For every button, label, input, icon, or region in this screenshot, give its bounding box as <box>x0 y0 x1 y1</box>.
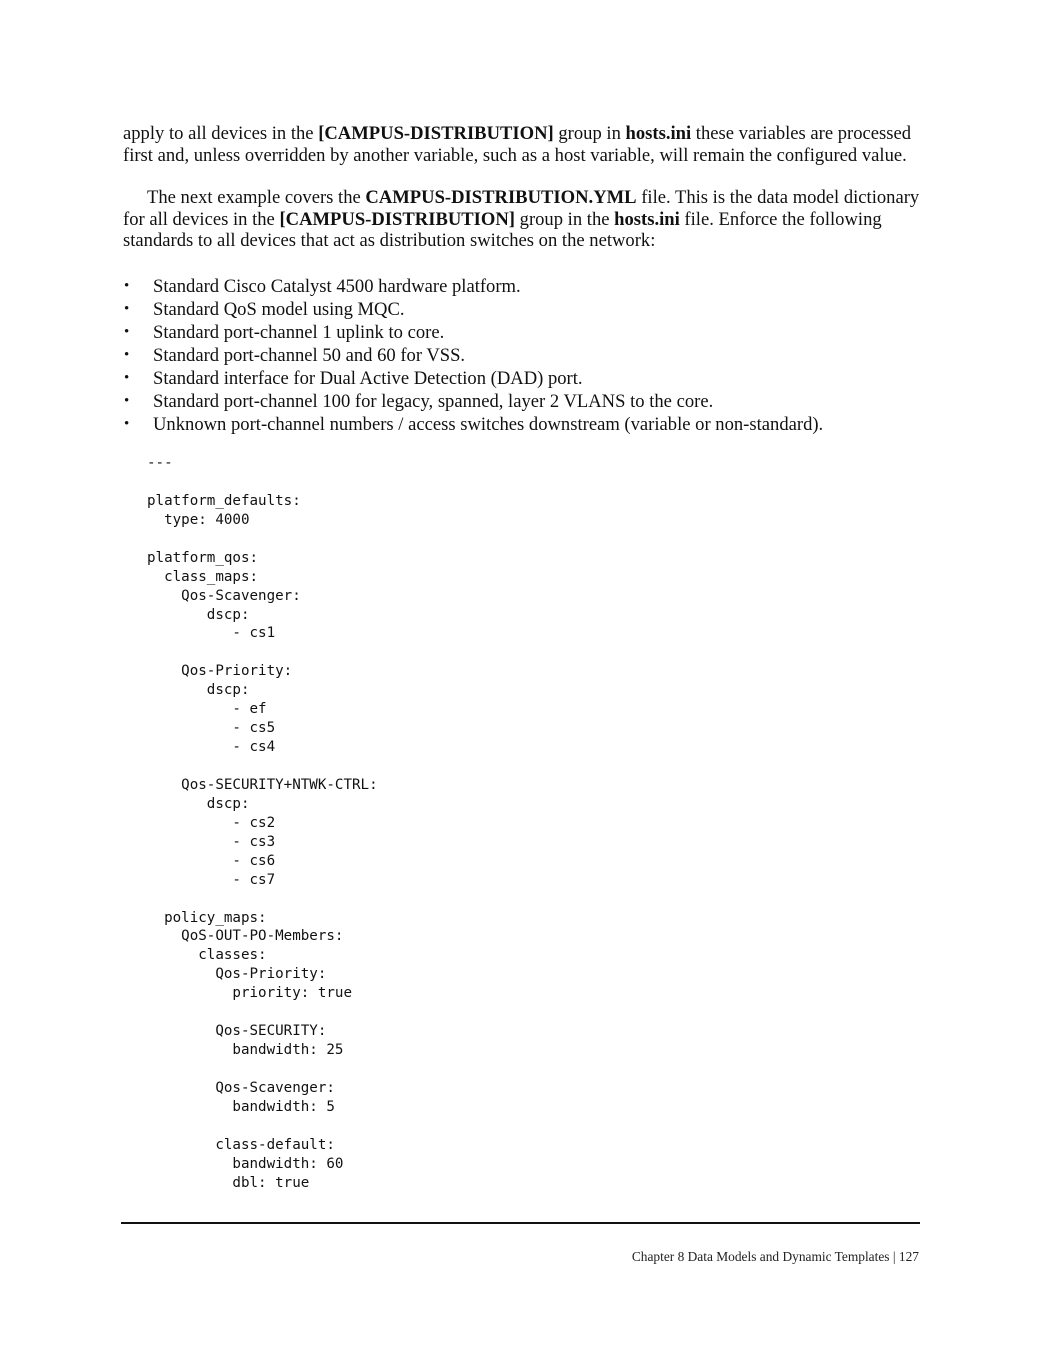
code-line: - cs6 <box>147 852 276 869</box>
code-line: - cs3 <box>147 833 276 850</box>
code-line <box>147 890 378 909</box>
code-line <box>147 473 378 492</box>
code-line: platform_defaults: <box>147 492 301 509</box>
code-line: - cs4 <box>147 739 276 756</box>
code-line <box>147 1117 378 1136</box>
footer-separator: | <box>892 1249 896 1264</box>
bullet-text: Standard port-channel 100 for legacy, spanned, layer 2 VLANS to the core. <box>153 391 714 412</box>
paragraph-intro <box>123 123 923 166</box>
paragraph-text: file. This is the data model dictionary for all devices in the <box>123 187 920 230</box>
code-line <box>147 1003 378 1022</box>
bullet-text: Standard port-channel 50 and 60 for VSS. <box>153 345 466 366</box>
code-line: dscp: <box>147 795 250 812</box>
bold-term: CAMPUS-DISTRIBUTION.YML <box>365 187 637 208</box>
code-line: - cs2 <box>147 814 276 831</box>
code-line: Qos-Priority: <box>147 663 293 680</box>
code-line <box>147 643 378 662</box>
footer-divider <box>121 1222 920 1224</box>
bullet-text: Standard QoS model using MQC. <box>153 299 405 320</box>
code-line: --- <box>147 455 173 471</box>
code-line: policy_maps: <box>147 909 267 926</box>
code-line <box>147 1060 378 1079</box>
code-line: Qos-SECURITY: <box>147 1023 327 1040</box>
bullet-dot-icon: • <box>124 393 130 409</box>
paragraph-text: The next example covers the <box>147 187 366 208</box>
code-line: classes: <box>147 947 267 964</box>
bullet-dot-icon: • <box>124 370 130 386</box>
code-line: - ef <box>147 701 267 718</box>
code-line: priority: true <box>147 985 352 1002</box>
code-line: platform_qos: <box>147 549 259 566</box>
code-line: Qos-Scavenger: <box>147 587 301 604</box>
code-line: Qos-Scavenger: <box>147 1079 335 1096</box>
code-line: Qos-SECURITY+NTWK-CTRL: <box>147 776 378 793</box>
bullet-item <box>123 298 923 321</box>
bullet-text: Standard port-channel 1 uplink to core. <box>153 322 445 343</box>
page-footer <box>632 1249 919 1265</box>
code-line: dscp: <box>147 682 250 699</box>
bullet-item <box>123 344 923 367</box>
code-line <box>147 530 378 549</box>
bold-term: [CAMPUS-DISTRIBUTION] <box>279 208 515 230</box>
yaml-code-block <box>147 454 378 1193</box>
footer-page-number: 127 <box>898 1249 919 1264</box>
code-line: type: 4000 <box>147 511 250 528</box>
code-line: class_maps: <box>147 568 259 585</box>
paragraph-text: these variables are processed first and, unless overridden by another variable, such as a host variable, will remain the configured value. <box>123 123 912 166</box>
code-line: - cs7 <box>147 871 276 888</box>
standards-bullet-list <box>123 275 923 436</box>
bullet-dot-icon: • <box>124 301 130 317</box>
paragraph-campus-distribution <box>123 187 923 252</box>
code-line: dbl: true <box>147 1174 310 1191</box>
bullet-item <box>123 390 923 413</box>
bullet-item <box>123 367 923 390</box>
bold-term: hosts.ini <box>625 123 692 144</box>
bullet-dot-icon: • <box>124 347 130 363</box>
code-line: - cs1 <box>147 625 276 642</box>
paragraph-text: group in the <box>515 208 615 230</box>
bullet-item <box>123 413 923 436</box>
footer-chapter-title: Chapter 8 Data Models and Dynamic Templates <box>631 1249 890 1264</box>
bullet-item <box>123 275 923 298</box>
paragraph-text: group in <box>553 123 626 144</box>
bullet-text: Unknown port-channel numbers / access switches downstream (variable or non-standard). <box>153 414 824 435</box>
bullet-text: Standard Cisco Catalyst 4500 hardware platform. <box>153 276 521 297</box>
bullet-dot-icon: • <box>124 278 130 294</box>
bullet-dot-icon: • <box>124 324 130 340</box>
code-line: dscp: <box>147 606 250 623</box>
bullet-item <box>123 321 923 344</box>
bullet-dot-icon: • <box>124 416 130 432</box>
paragraph-text: file. Enforce the following standards to all devices that act as distribution switches on the network: <box>123 208 882 251</box>
code-line: Qos-Priority: <box>147 966 327 983</box>
code-line: class-default: <box>147 1136 335 1153</box>
bold-term: [CAMPUS-DISTRIBUTION] <box>318 123 554 144</box>
code-line: bandwidth: 5 <box>147 1098 335 1115</box>
code-line <box>147 757 378 776</box>
code-line: QoS-OUT-PO-Members: <box>147 928 344 945</box>
paragraph-text: apply to all devices in the <box>123 123 319 144</box>
code-line: bandwidth: 60 <box>147 1155 344 1172</box>
bold-term: hosts.ini <box>614 208 680 230</box>
code-line: bandwidth: 25 <box>147 1042 344 1059</box>
code-line: - cs5 <box>147 720 276 737</box>
bullet-text: Standard interface for Dual Active Detection (DAD) port. <box>153 368 583 389</box>
